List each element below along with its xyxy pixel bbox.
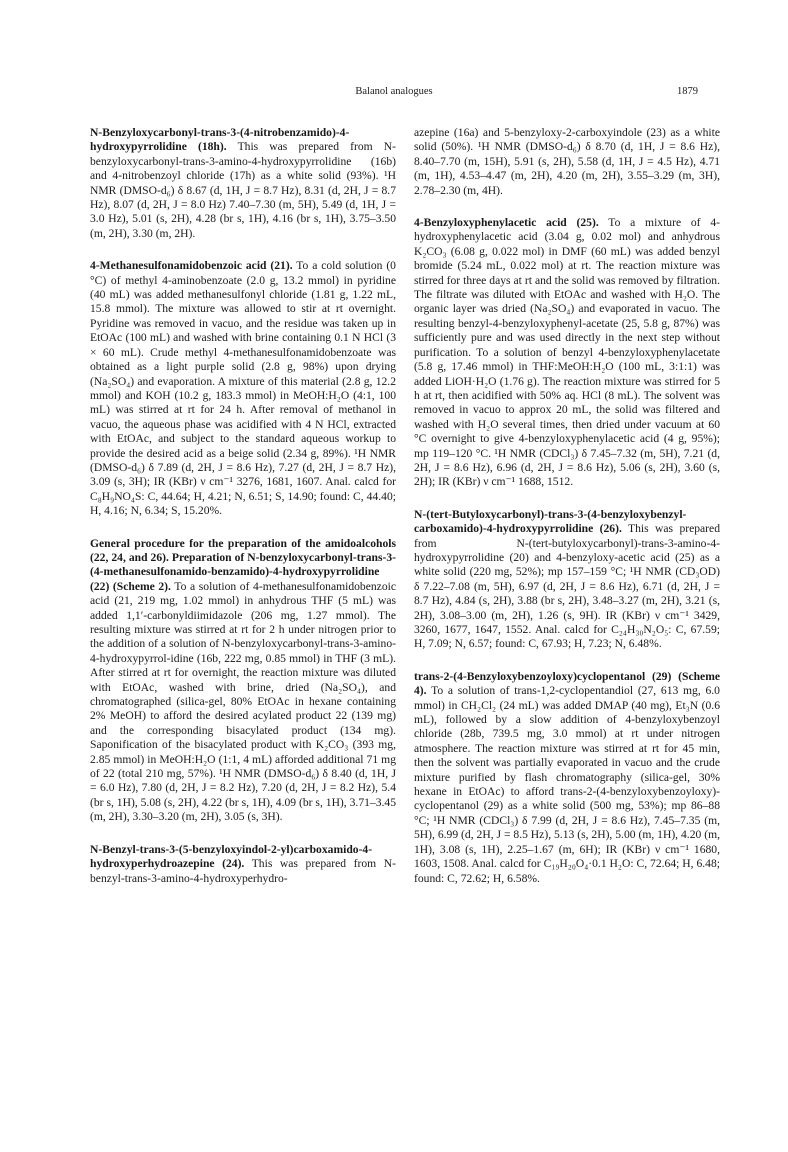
procedure-body: This was prepared from N-benzyloxycarbonyl-trans-3-amino-4-hydroxypyrrolidine (16b) and 4-nitrobenzoyl chloride (17h) as a white solid (93%). ¹H NMR (DMSO-d₆) δ 8.67 (d, 1H, J = 8.7 Hz), 8.31 (d, 2H, J = 8.7 Hz), 8.07 (d, 2H, J = 8.0 Hz) 7.40–7.30 (m, 5H), 5.49 (d, 1H, J = 3.0 Hz), 5.01 (s, 2H), 4.28 (br s, 1H), 4.16 (br s, 1H), 3.75–3.50 (m, 2H), 3.30 (m, 2H).: [90, 140, 396, 240]
procedure-heading: N-(tert-Butyloxycarbonyl)-trans-3-(4-benzyloxybenzyl-carboxamido)-4-hydroxypyrrolidine (26).: [414, 507, 687, 536]
left-column: [90, 126, 396, 904]
procedure-heading: trans-2-(4-Benzyloxybenzoyloxy)cyclopentanol (29) (Scheme 4).: [414, 669, 720, 698]
running-title: Balanol analogues: [355, 86, 433, 97]
procedure-body: This was prepared from N-(tert-butyloxycarbonyl)-trans-3-amino-4-hydroxypyrrolidine (20) and 4-benzyloxy-acetic acid (25) as a white solid (220 mg, 52%); mp 157–159 °C; ¹H NMR (CD₃OD) δ 7.22–7.08 (m, 5H), 6.97 (d, 2H, J = 8.6 Hz), 6.71 (d, 2H, J = 8.7 Hz), 4.84 (s, 2H), 3.88 (br s, 2H), 3.48–3.27 (m, 2H), 3.21 (s, 2H), 3.08–3.00 (m, 2H), 1.26 (s, 9H). IR (KBr) ν cm⁻¹ 3429, 3260, 1677, 1647, 1552. Anal. calcd for C₂₄H₃₀N₂O₅: C, 67.59; H, 7.09; N, 6.57; found: C, 67.93; H, 7.23; N, 6.48%.: [414, 522, 720, 651]
procedure-paragraph: [90, 537, 396, 825]
procedure-paragraph: [90, 843, 396, 886]
procedure-body: azepine (16a) and 5-benzyloxy-2-carboxyindole (23) as a white solid (50%). ¹H NMR (DMSO-d₆) δ 8.70 (d, 1H, J = 8.6 Hz), 8.40–7.70 (m, 15H), 5.91 (s, 2H), 5.58 (d, 1H, J = 4.5 Hz), 4.71 (m, 1H), 4.53–4.47 (m, 2H), 4.20 (m, 2H), 3.55–3.29 (m, 3H), 2.78–2.30 (m, 4H).: [414, 126, 720, 197]
procedure-body: To a mixture of 4-hydroxyphenylacetic acid (3.04 g, 0.02 mol) and anhydrous K₂CO₃ (6.08 g, 0.022 mol) in DMF (60 mL) was added benzyl bromide (5.24 mL, 0.022 mol) at rt. The reaction mixture was stirred for three days at rt and the solid was removed by filtration. The filtrate was diluted with EtOAc and washed with H₂O. The organic layer was dried (Na₂SO₄) and evaporated in vacuo. The resulting benzyl-4-benzyloxyphenyl-acetate (25, 5.8 g, 87%) was sufficiently pure and was used directly in the next step without purification. To a solution of benzyl 4-benzyloxyphenylacetate (5.8 g, 17.46 mmol) in THF:MeOH:H₂O (100 mL, 3:1:1) was added LiOH·H₂O (1.76 g). The reaction mixture was stirred for 5 h at rt, then acidified with 50% aq. HCl (8 mL). The solvent was removed in vacuo to approx 20 mL, the solid was filtered and washed with H₂O several times, then dried under vacuum at 60 °C overnight to give 4-benzyloxyphenylacetic acid (4 g, 95%); mp 119–120 °C. ¹H NMR (CDCl₃) δ 7.45–7.32 (m, 5H), 7.21 (d, 2H, J = 8.6 Hz), 6.96 (d, 2H, J = 8.6 Hz), 5.06 (s, 2H), 3.60 (s, 2H); IR (KBr) ν cm⁻¹ 1688, 1512.: [414, 216, 720, 489]
procedure-paragraph: [414, 216, 720, 490]
procedure-heading: N-Benzyl-trans-3-(5-benzyloxyindol-2-yl)carboxamido-4-hydroxyperhydroazepine (24).: [90, 842, 373, 871]
page-number: 1879: [677, 86, 698, 97]
procedure-heading: N-Benzyloxycarbonyl-trans-3-(4-nitrobenzamido)-4-hydroxypyrrolidine (18h).: [90, 126, 350, 154]
procedure-body: To a solution of trans-1,2-cyclopentandiol (27, 613 mg, 6.0 mmol) in CH₂Cl₂ (24 mL) was added DMAP (40 mg), Et₃N (0.6 mL), followed by a slow addition of 4-benzyloxybenzoyl chloride (28b, 739.5 mg, 3.0 mmol) at rt under nitrogen atmosphere. The reaction mixture was stirred at rt for 45 min, then the solvent was partially evaporated in vacuo and the crude mixture purified by flash chromatography (silica-gel, 30% hexane in EtOAc) to afford trans-2-(4-benzyloxybenzoyloxy)-cyclopentanol (29) as a white solid (500 mg, 53%); mp 86–88 °C; ¹H NMR (CDCl₃) δ 7.99 (d, 2H, J = 8.6 Hz), 7.45–7.35 (m, 5H), 6.99 (d, 2H, J = 8.5 Hz), 5.13 (s, 2H), 5.00 (m, 1H), 4.20 (m, 1H), 3.08 (s, 1H), 2.25–1.67 (m, 6H); IR (KBr) ν cm⁻¹ 1680, 1603, 1508. Anal. calcd for C₁₉H₂₀O₄·0.1 H₂O: C, 72.64; H, 6.48; found: C, 72.62; H, 6.58%.: [414, 684, 720, 885]
procedure-body: This was prepared from N-benzyl-trans-3-amino-4-hydroxyperhydro-: [90, 857, 396, 885]
procedure-paragraph: [414, 670, 720, 886]
procedure-body: To a solution of 4-methanesulfonamidobenzoic acid (21, 219 mg, 1.02 mmol) in anhydrous THF (5 mL) was added 1,1′-carbonyldiimidazole (206 mg, 1.27 mmol). The resulting mixture was stirred at rt for 2 h under nitrogen prior to the addition of a solution of N-benzyloxycarbonyl-trans-3-amino-4-hydroxypyrrol-idine (16b, 222 mg, 0.85 mmol) in THF (3 mL). After stirred at rt for overnight, the reaction mixture was diluted with EtOAc, washed with brine, dried (Na₂SO₄), and chromatographed (silica-gel, 80% EtOAc in hexane containing 2% MeOH) to afford the desired acylated product 22 (139 mg) and the corresponding bisacylated product (134 mg). Saponification of the bisacylated product with K₂CO₃ (393 mg, 2.85 mmol) in MeOH:H₂O (1:1, 4 mL) afforded additional 71 mg of 22 (total 210 mg, 57%). ¹H NMR (DMSO-d₆) δ 8.40 (d, 1H, J = 6.0 Hz), 7.80 (d, 2H, J = 8.2 Hz), 7.20 (d, 2H, J = 8.2 Hz), 5.4 (br s, 1H), 5.08 (s, 2H), 4.22 (br s, 1H), 4.09 (br s, 1H), 3.71–3.45 (m, 2H), 3.30–3.20 (m, 2H), 3.05 (s, 3H).: [90, 579, 396, 824]
procedure-heading: 4-Benzyloxyphenylacetic acid (25).: [414, 216, 599, 230]
procedure-body: To a cold solution (0 °C) of methyl 4-aminobenzoate (2.0 g, 13.2 mmol) in pyridine (40 mL) was added methanesulfonyl chloride (1.81 g, 1.22 mL, 15.8 mmol). The mixture was allowed to stir at rt overnight. Pyridine was removed in vacuo, and the residue was taken up in EtOAc (100 mL) and washed with brine containing 0.1 N HCl (3 × 60 mL). Crude methyl 4-methanesulfonamidobenzoate was obtained as a light purple solid (2.8 g, 98%) upon drying (Na₂SO₄) and evaporation. A mixture of this material (2.8 g, 12.2 mmol) and KOH (10.2 g, 183.3 mmol) in MeOH:H₂O (4:1, 100 mL) was stirred at rt for 24 h. After removal of methanol in vacuo, the aqueous phase was acidified with 4 N HCl, extracted with EtOAc, and subject to the standard aqueous workup to provide the desired acid as a beige solid (2.34 g, 89%). ¹H NMR (DMSO-d₆) δ 7.89 (d, 2H, J = 8.6 Hz), 7.27 (d, 2H, J = 8.7 Hz), 3.09 (s, 3H); IR (KBr) ν cm⁻¹ 3276, 1681, 1607. Anal. calcd for C₈H₉NO₄S: C, 44.64; H, 4.21; N, 6.51; S, 14.90; found: C, 44.40; H, 4.16; N, 6.34; S, 15.20%.: [90, 259, 396, 518]
running-head: [0, 86, 788, 102]
right-column: [414, 126, 720, 904]
procedure-heading: 4-Methanesulfonamidobenzoic acid (21).: [90, 259, 293, 273]
procedure-paragraph: [414, 508, 720, 652]
procedure-paragraph: [414, 126, 720, 198]
procedure-paragraph: [90, 126, 396, 241]
procedure-heading: General procedure for the preparation of the amidoalcohols (22, 24, and 26). Preparation of N-benzyloxycarbonyl-trans-3-(4-methanesulfonamido-benzamido)-4-hydroxypyrrolidine (22) (Scheme 2).: [90, 536, 396, 593]
procedure-paragraph: [90, 259, 396, 518]
